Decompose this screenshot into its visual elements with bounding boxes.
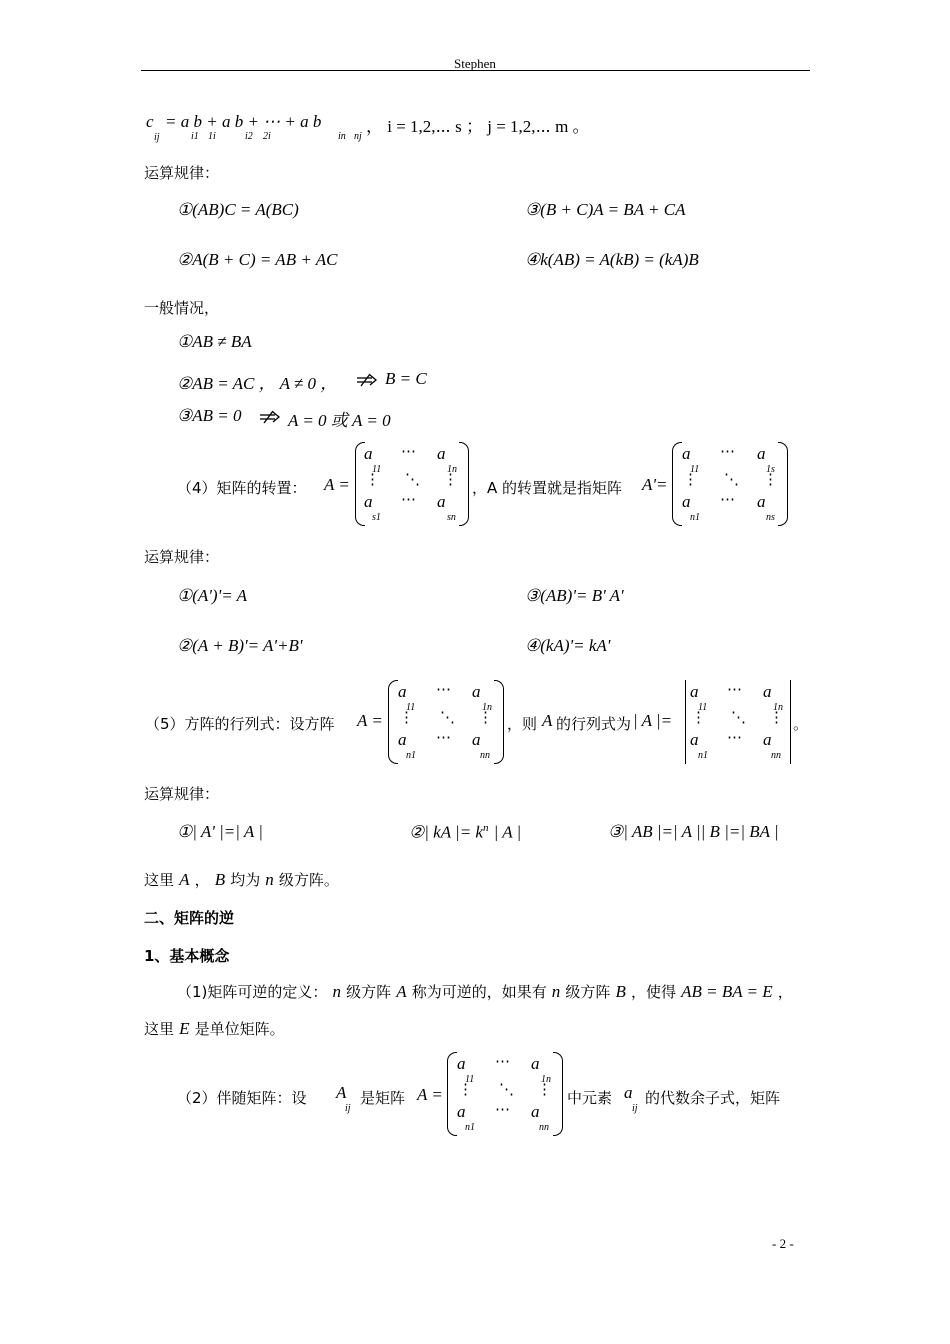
def-text-d: 级方阵 [565, 983, 611, 1001]
hdots: ⋯ [727, 730, 742, 746]
def-n-1: n [332, 982, 341, 1001]
formula-sub-3: i2 [245, 131, 253, 142]
matrix-a [355, 442, 469, 526]
hdots: ⋯ [495, 1102, 510, 1118]
vdots: ⋮ [691, 710, 706, 726]
left-paren [447, 1052, 457, 1136]
ddots: ⋱ [499, 1082, 514, 1098]
not-implies-icon [355, 373, 379, 387]
det-entry-a1n-sub: 1n [773, 702, 783, 713]
formula-sub-6: nj [354, 131, 362, 142]
rules1-item-4: ④k(AB) = A(kB) = (kA)B [525, 250, 699, 269]
adjoint-text-d: 的代数余子式，矩阵 [645, 1089, 781, 1107]
determinant-mid-text: ，则 [507, 715, 538, 733]
matrix-entry-a11: a [682, 444, 691, 463]
formula-cij [146, 112, 160, 146]
matrix-entry-an1: a [398, 730, 407, 749]
matrix-entry-ans: a [757, 492, 766, 511]
definition-line-1 [177, 981, 793, 1002]
vdots: ⋮ [683, 472, 698, 488]
vdots: ⋮ [478, 710, 493, 726]
section-title: 二、矩阵的逆 [144, 909, 235, 927]
note-a: A [179, 870, 190, 889]
left-paren [672, 442, 682, 526]
note-line [144, 869, 339, 890]
det-entry-a11: a [690, 682, 699, 701]
det-entry-ann-sub: nn [771, 750, 781, 761]
note-text-2: ， [194, 871, 210, 889]
det-entry-a11-sub: 11 [698, 702, 708, 713]
rules3-item-3: ③| AB |=| A || B |=| BA | [608, 822, 779, 841]
matrix-entry-a11-sub: 11 [372, 464, 382, 475]
adjoint-aij [336, 1083, 358, 1119]
matrix-entry-a1n: a [531, 1054, 540, 1073]
general-item-2-result: B = C [385, 369, 427, 388]
det-entry-an1-sub: n1 [698, 750, 708, 761]
matrix-entry-a11: a [364, 444, 373, 463]
general-heading: 一般情况， [144, 299, 220, 317]
matrix-entry-an1-sub: n1 [465, 1122, 475, 1133]
def-line2-b: 是单位矩阵。 [194, 1020, 285, 1038]
rules2-item-4: ④(kA)'= kA' [525, 636, 611, 655]
rules2-item-2: ②(A + B)'= A'+B' [177, 636, 303, 655]
formula-sub-5: in [338, 131, 346, 142]
def-text-e: ，使得 [630, 983, 676, 1001]
right-bar [790, 680, 791, 764]
determinant-mid-a: A [542, 711, 553, 730]
ddots: ⋱ [724, 472, 739, 488]
hdots: ⋯ [720, 492, 735, 508]
formula-sub-2: 1i [208, 131, 216, 142]
matrix-entry-a11-sub: 11 [406, 702, 416, 713]
general-item-3-result: A = 0 或 A = 0 [288, 411, 391, 430]
matrix-a-adjoint [447, 1052, 563, 1136]
formula-range: ， i = 1,2,⋯ s ； j = 1,2,⋯ m 。 [366, 117, 590, 136]
matrix-entry-asn: a [437, 492, 446, 511]
matrix-entry-a11-sub: 11 [690, 464, 700, 475]
vdots: ⋮ [443, 472, 458, 488]
hdots: ⋯ [436, 730, 451, 746]
rules3-item-2-exp: n [482, 822, 489, 834]
page-header-title: Stephen [454, 56, 496, 71]
matrix-entry-a1n-sub: 1n [447, 464, 457, 475]
ddots: ⋱ [405, 472, 420, 488]
right-paren [553, 1052, 563, 1136]
def-text-c: 称为可逆的，如果有 [411, 983, 547, 1001]
note-n: n [265, 870, 274, 889]
matrix-entry-as1: a [364, 492, 373, 511]
adjoint-aij-element [624, 1083, 642, 1119]
left-paren [388, 680, 398, 764]
hdots: ⋯ [401, 444, 416, 460]
determinant-mid-text-2: 的行列式为 [556, 715, 632, 733]
rules1-item-1: ①(AB)C = A(BC) [177, 200, 299, 219]
formula-sub-4: 2i [263, 131, 271, 142]
determinant-label: （5）方阵的行列式：设方阵 [145, 715, 335, 733]
matrix-entry-an1-sub: n1 [690, 512, 700, 523]
def-n-2: n [551, 982, 561, 1001]
adjoint-text-b: 是矩阵 [360, 1089, 406, 1107]
vdots: ⋮ [763, 472, 778, 488]
rules3-item-2-a: ②| kA |= k [409, 822, 483, 842]
formula-lhs: c [146, 112, 154, 131]
rules3-item-1: ①| A' |=| A | [177, 822, 263, 841]
right-paren [778, 442, 788, 526]
not-implies-icon [258, 410, 282, 424]
adjoint-text-c: 中元素 [567, 1089, 613, 1107]
matrix-entry-ann: a [472, 730, 481, 749]
determinant-det-eq: | A |= [633, 711, 673, 730]
matrix-entry-a11: a [398, 682, 407, 701]
vdots: ⋮ [399, 710, 414, 726]
adjoint-text-a: （2）伴随矩阵：设 [177, 1089, 307, 1107]
matrix-entry-an1-sub: n1 [406, 750, 416, 761]
matrix-entry-ann-sub: nn [539, 1122, 549, 1133]
ddots: ⋱ [731, 710, 746, 726]
matrix-entry-a1s-sub: 1s [766, 464, 775, 475]
def-text-b: 级方阵 [346, 983, 392, 1001]
def-e: E [179, 1019, 190, 1038]
adjoint-aij-letter: A [336, 1083, 347, 1102]
transpose-label: （4）矩阵的转置： [177, 479, 307, 497]
rules2-heading: 运算规律： [144, 548, 220, 566]
vdots: ⋮ [769, 710, 784, 726]
def-b: B [615, 982, 626, 1001]
determinant-end: 。 [793, 715, 809, 733]
formula-sub-1: i1 [191, 131, 199, 142]
rules1-item-3: ③(B + C)A = BA + CA [525, 200, 686, 219]
transpose-mid-text: ，A 的转置就是指矩阵 [472, 479, 623, 497]
transpose-a-eq: A = [324, 475, 350, 494]
matrix-entry-a1n: a [472, 682, 481, 701]
adjoint-element-letter: a [624, 1083, 633, 1102]
rules1-heading: 运算规律： [144, 164, 220, 182]
matrix-entry-a1n: a [437, 444, 446, 463]
det-entry-ann: a [763, 730, 772, 749]
def-a: A [396, 982, 407, 1001]
det-entry-a1n: a [763, 682, 772, 701]
right-paren [494, 680, 504, 764]
matrix-entry-an1: a [457, 1102, 466, 1121]
matrix-a-transpose [672, 442, 788, 526]
rules2-item-3: ③(AB)'= B' A' [525, 586, 624, 605]
definition-line-2 [144, 1018, 285, 1039]
matrix-a-square [388, 680, 504, 764]
note-text-4: 级方阵。 [278, 871, 339, 889]
ddots: ⋱ [440, 710, 455, 726]
general-item-2: ②AB = AC ， A ≠ 0 ， [177, 374, 338, 393]
note-b: B [214, 870, 226, 889]
left-bar [685, 680, 686, 764]
det-entry-an1: a [690, 730, 699, 749]
subsection-title: 1、基本概念 [144, 947, 230, 965]
matrix-entry-ans-sub: ns [766, 512, 775, 523]
adjoint-aij-sub: ij [345, 1103, 351, 1114]
adjoint-element-sub: ij [632, 1103, 638, 1114]
page-number: - 2 - [772, 1236, 794, 1251]
formula-lhs-sub: ij [154, 132, 160, 143]
rules3-item-2 [409, 822, 521, 842]
vdots: ⋮ [458, 1082, 473, 1098]
matrix-entry-a11-sub: 11 [465, 1074, 475, 1085]
rules3-heading: 运算规律： [144, 785, 220, 803]
adjoint-a-eq: A = [417, 1085, 443, 1104]
hdots: ⋯ [401, 492, 416, 508]
matrix-entry-a1s: a [757, 444, 766, 463]
def-text-a: （1)矩阵可逆的定义： [177, 983, 328, 1001]
rules1-item-2: ②A(B + C) = AB + AC [177, 250, 338, 269]
matrix-entry-a1n-sub: 1n [541, 1074, 551, 1085]
rules3-item-2-b: | A | [493, 822, 522, 842]
determinant-a [683, 680, 793, 764]
rules2-item-1: ①(A')'= A [177, 586, 248, 605]
matrix-entry-as1-sub: s1 [372, 512, 381, 523]
hdots: ⋯ [720, 444, 735, 460]
matrix-entry-asn-sub: sn [447, 512, 456, 523]
def-text-f: ， [777, 983, 793, 1001]
transpose-at-eq: A'= [642, 475, 668, 494]
def-equation: AB = BA = E [681, 982, 773, 1001]
note-text-3: 均为 [230, 871, 261, 889]
right-paren [459, 442, 469, 526]
general-item-3: ③AB = 0 [177, 406, 242, 425]
hdots: ⋯ [495, 1054, 510, 1070]
matrix-entry-a11: a [457, 1054, 466, 1073]
matrix-entry-a1n-sub: 1n [482, 702, 492, 713]
def-line2-a: 这里 [144, 1020, 175, 1038]
header-rule [141, 70, 810, 71]
matrix-entry-an1: a [682, 492, 691, 511]
hdots: ⋯ [727, 682, 742, 698]
hdots: ⋯ [436, 682, 451, 698]
vdots: ⋮ [537, 1082, 552, 1098]
determinant-a-eq: A = [357, 711, 383, 730]
note-text-1: 这里 [144, 871, 175, 889]
general-item-1: ①AB ≠ BA [177, 332, 252, 351]
matrix-entry-ann: a [531, 1102, 540, 1121]
formula-body: = a b + a b + ⋯ + a b [165, 112, 322, 131]
matrix-entry-ann-sub: nn [480, 750, 490, 761]
vdots: ⋮ [365, 472, 380, 488]
